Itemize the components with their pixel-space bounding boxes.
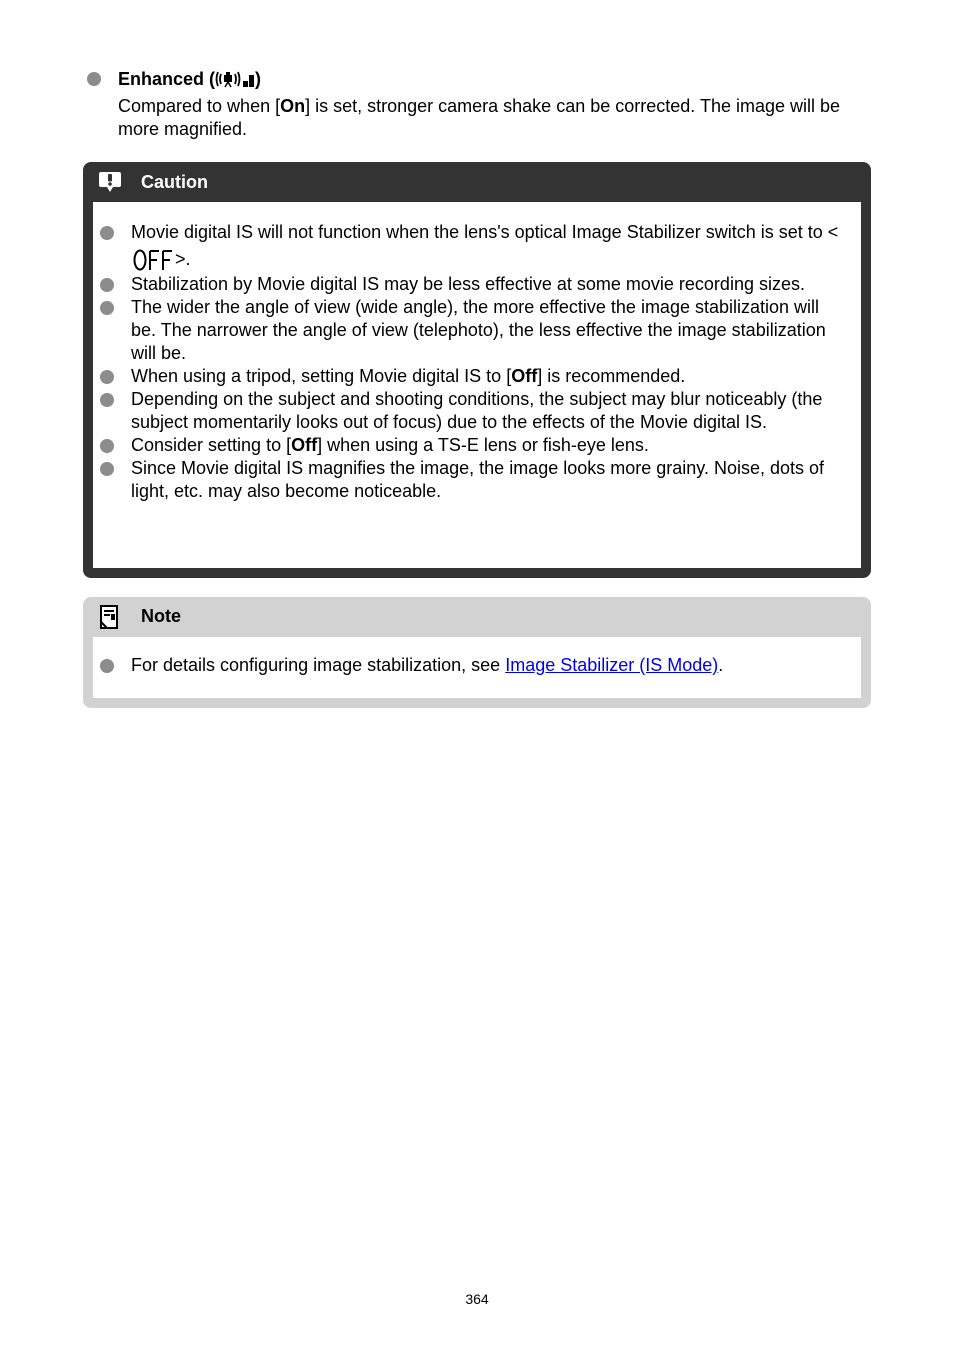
list-item: Stabilization by Movie digital IS may be less effective at some movie recording sizes. xyxy=(93,273,841,296)
list-item: Consider setting to [Off] when using a TS-E lens or fish-eye lens. xyxy=(93,434,841,457)
list-item: The wider the angle of view (wide angle), the more effective the image stabilization will be. The narrower the angle of view (telephoto), the less effective the image stabilization will be. xyxy=(93,296,841,365)
enhanced-description: Compared to when [On] is set, stronger camera shake can be corrected. The image will be more magnified. xyxy=(118,96,841,139)
enhanced-stabilization-icon xyxy=(215,70,255,88)
note-list xyxy=(93,654,841,677)
note-label: Note xyxy=(141,606,181,626)
list-item: For details configuring image stabilization, see Image Stabilizer (IS Mode). xyxy=(93,654,841,677)
caution-header xyxy=(83,162,871,202)
on-setting: On xyxy=(280,96,306,116)
bullet-dot-icon xyxy=(100,659,114,673)
list-item: Depending on the subject and shooting conditions, the subject may blur noticeably (the subject momentarily looks out of focus) due to the effects of the Movie digital IS. xyxy=(93,388,841,434)
list-item: Movie digital IS will not function when the lens's optical Image Stabilizer switch is set to <>. xyxy=(93,219,841,273)
bullet-dot-icon xyxy=(100,393,114,407)
off-switch-glyph-icon xyxy=(133,249,173,271)
bullet-dot-icon xyxy=(100,301,114,315)
off-setting: Off xyxy=(511,366,538,386)
page-number: 364 xyxy=(465,1291,489,1307)
note-header xyxy=(83,597,871,637)
caution-label: Caution xyxy=(141,172,208,192)
note-memo-icon xyxy=(100,605,120,629)
off-setting: Off xyxy=(291,435,318,455)
bullet-dot-icon xyxy=(100,278,114,292)
bullet-dot-icon xyxy=(100,439,114,453)
bullet-dot-icon xyxy=(100,462,114,476)
note-body xyxy=(93,637,861,698)
bullet-dot-icon xyxy=(100,370,114,384)
caution-body xyxy=(93,202,861,568)
enhanced-title: Enhanced ( ) xyxy=(118,69,262,89)
caution-exclamation-icon xyxy=(98,171,122,193)
note-box xyxy=(83,597,871,708)
caution-box xyxy=(83,162,871,578)
list-item: Since Movie digital IS magnifies the image, the image looks more grainy. Noise, dots of light, etc. may also become noticeable. xyxy=(93,457,841,503)
image-stabilizer-link[interactable]: Image Stabilizer (IS Mode) xyxy=(505,655,719,675)
bullet-dot-icon xyxy=(100,226,114,240)
bullet-dot-icon xyxy=(87,72,101,86)
caution-list xyxy=(93,219,841,503)
list-item: When using a tripod, setting Movie digital IS to [Off] is recommended. xyxy=(93,365,841,388)
